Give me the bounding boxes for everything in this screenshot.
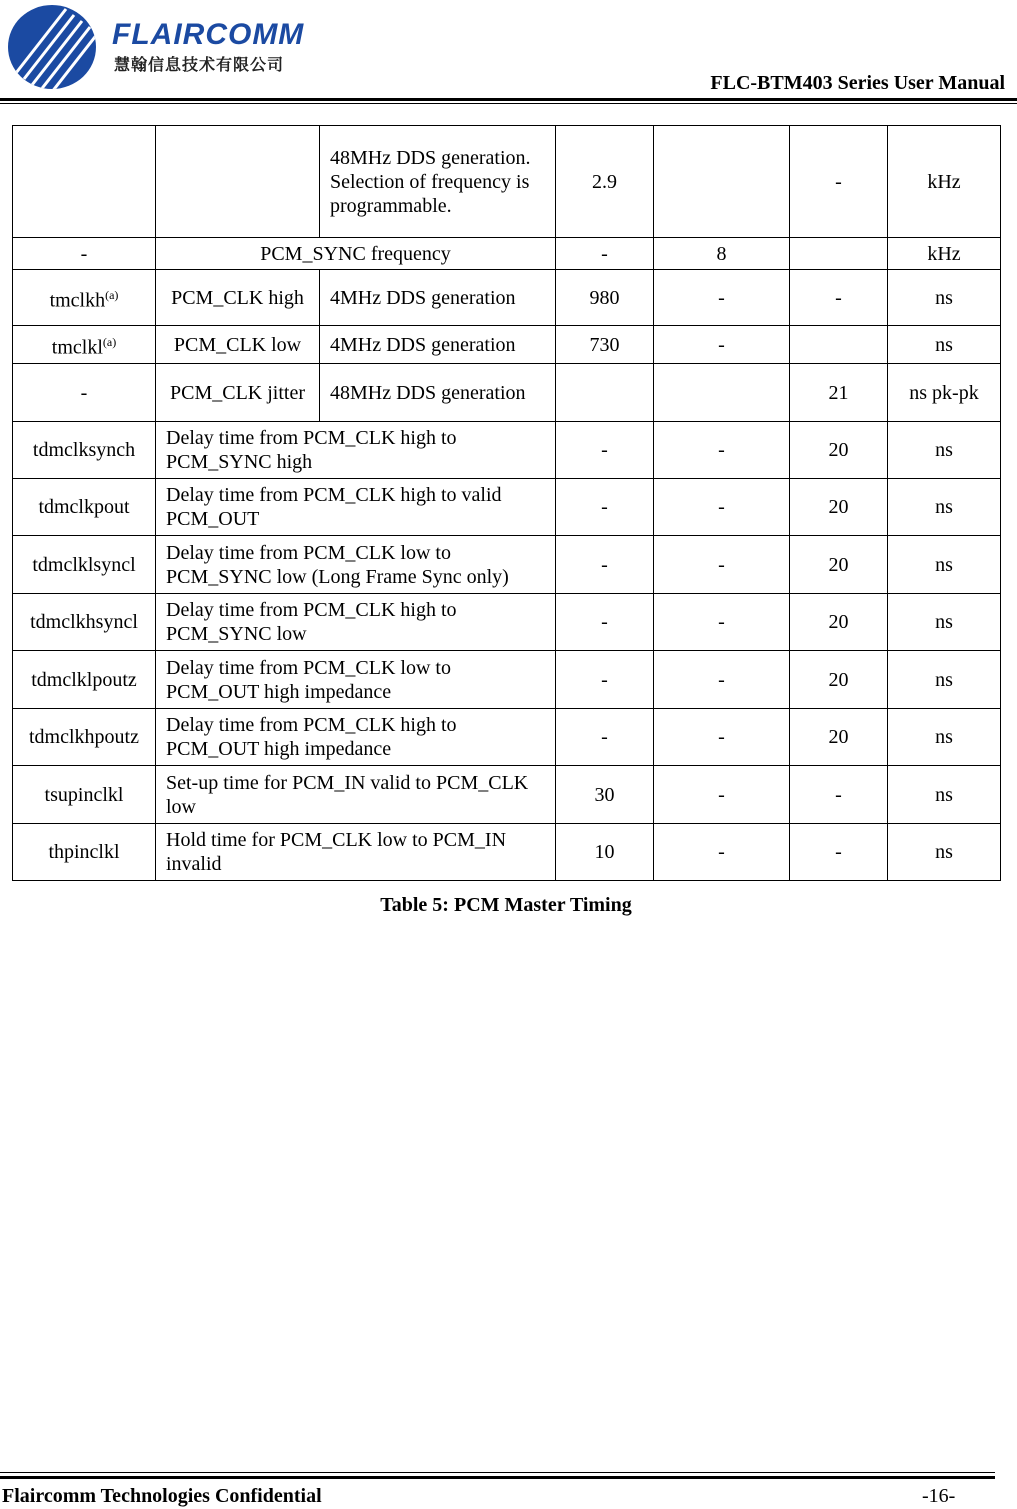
max-cell: - — [790, 766, 888, 824]
table-row — [13, 594, 1001, 651]
symbol-cell: tdmclkpout — [13, 479, 156, 536]
max-cell: 20 — [790, 651, 888, 709]
table-row — [13, 270, 1001, 326]
min-cell: - — [556, 536, 654, 594]
unit-cell: ns — [888, 536, 1001, 594]
unit-cell: kHz — [888, 126, 1001, 238]
unit-cell: ns — [888, 479, 1001, 536]
table-row — [13, 766, 1001, 824]
table-row — [13, 422, 1001, 479]
typ-cell: - — [654, 709, 790, 766]
min-cell: - — [556, 651, 654, 709]
footnote-marker: (a) — [102, 334, 117, 349]
table-caption: Table 5: PCM Master Timing — [380, 894, 632, 916]
brand-chinese-name: 慧翰信息技术有限公司 — [114, 55, 285, 74]
symbol-text: tmclkh — [49, 289, 106, 312]
min-cell: - — [556, 709, 654, 766]
typ-cell: - — [654, 479, 790, 536]
footer-rule-thin — [0, 1472, 995, 1473]
brand-name: FLAIRCOMM — [112, 18, 305, 51]
symbol-cell — [13, 270, 156, 326]
footnote-marker: (a) — [105, 287, 119, 302]
min-cell: - — [556, 594, 654, 651]
condition-cell: 48MHz DDS generation — [320, 364, 556, 422]
typ-cell: - — [654, 824, 790, 881]
max-cell: 20 — [790, 594, 888, 651]
parameter-cell: Delay time from PCM_CLK low to PCM_OUT high impedance — [156, 651, 556, 709]
min-cell: 730 — [556, 326, 654, 364]
min-cell: 30 — [556, 766, 654, 824]
typ-cell: - — [654, 536, 790, 594]
symbol-cell: thpinclkl — [13, 824, 156, 881]
parameter-cell — [156, 126, 320, 238]
parameter-cell: PCM_CLK jitter — [156, 364, 320, 422]
max-cell — [790, 326, 888, 364]
min-cell: - — [556, 238, 654, 270]
unit-cell: ns — [888, 326, 1001, 364]
table-row — [13, 709, 1001, 766]
document-title: FLC-BTM403 Series User Manual — [710, 72, 1005, 94]
unit-cell: ns — [888, 270, 1001, 326]
table-row — [13, 238, 1001, 270]
parameter-cell: PCM_CLK high — [156, 270, 320, 326]
max-cell: 20 — [790, 709, 888, 766]
unit-cell: ns — [888, 422, 1001, 479]
max-cell: 20 — [790, 536, 888, 594]
unit-cell: ns — [888, 709, 1001, 766]
table-row — [13, 824, 1001, 881]
typ-cell — [654, 364, 790, 422]
symbol-cell: tdmclkhpoutz — [13, 709, 156, 766]
min-cell: 980 — [556, 270, 654, 326]
table-row — [13, 651, 1001, 709]
unit-cell: ns — [888, 651, 1001, 709]
symbol-cell: tdmclkhsyncl — [13, 594, 156, 651]
header-rule-thin — [0, 103, 1017, 104]
page-header — [0, 0, 1017, 105]
symbol-cell — [13, 126, 156, 238]
typ-cell: - — [654, 270, 790, 326]
min-cell: - — [556, 422, 654, 479]
max-cell: - — [790, 824, 888, 881]
min-cell — [556, 364, 654, 422]
condition-cell: 4MHz DDS generation — [320, 270, 556, 326]
typ-cell: - — [654, 766, 790, 824]
symbol-cell: tsupinclkl — [13, 766, 156, 824]
typ-cell: 8 — [654, 238, 790, 270]
table-row — [13, 536, 1001, 594]
min-cell: 10 — [556, 824, 654, 881]
symbol-cell: - — [13, 364, 156, 422]
symbol-cell: tdmclksynch — [13, 422, 156, 479]
min-cell: - — [556, 479, 654, 536]
footer-rule-thick — [0, 1476, 995, 1479]
parameter-cell: PCM_SYNC frequency — [156, 238, 556, 270]
table-row — [13, 326, 1001, 364]
condition-cell: 4MHz DDS generation — [320, 326, 556, 364]
symbol-cell: - — [13, 238, 156, 270]
page-number: -16- — [922, 1485, 956, 1507]
table-row — [13, 364, 1001, 422]
max-cell — [790, 238, 888, 270]
table-row — [13, 479, 1001, 536]
parameter-cell: Delay time from PCM_CLK low to PCM_SYNC low (Long Frame Sync only) — [156, 536, 556, 594]
symbol-cell: tdmclklsyncl — [13, 536, 156, 594]
typ-cell: - — [654, 651, 790, 709]
max-cell: 20 — [790, 422, 888, 479]
min-cell: 2.9 — [556, 126, 654, 238]
parameter-cell: PCM_CLK low — [156, 326, 320, 364]
unit-cell: ns — [888, 766, 1001, 824]
typ-cell — [654, 126, 790, 238]
typ-cell: - — [654, 594, 790, 651]
unit-cell: ns — [888, 824, 1001, 881]
unit-cell: ns — [888, 594, 1001, 651]
max-cell: 21 — [790, 364, 888, 422]
max-cell: 20 — [790, 479, 888, 536]
parameter-cell: Delay time from PCM_CLK high to PCM_SYNC high — [156, 422, 556, 479]
max-cell: - — [790, 270, 888, 326]
typ-cell: - — [654, 422, 790, 479]
symbol-cell — [13, 326, 156, 364]
parameter-cell: Delay time from PCM_CLK high to PCM_OUT high impedance — [156, 709, 556, 766]
pcm-master-timing-table — [12, 125, 1001, 881]
symbol-text: tmclkl — [51, 336, 103, 359]
unit-cell: ns pk-pk — [888, 364, 1001, 422]
symbol-cell: tdmclklpoutz — [13, 651, 156, 709]
typ-cell: - — [654, 326, 790, 364]
footer-confidential: Flaircomm Technologies Confidential — [2, 1485, 322, 1507]
max-cell: - — [790, 126, 888, 238]
parameter-cell: Hold time for PCM_CLK low to PCM_IN invalid — [156, 824, 556, 881]
parameter-cell: Delay time from PCM_CLK high to PCM_SYNC low — [156, 594, 556, 651]
table-row — [13, 126, 1001, 238]
condition-cell: 48MHz DDS generation. Selection of frequency is programmable. — [320, 126, 556, 238]
unit-cell: kHz — [888, 238, 1001, 270]
header-rule-thick — [0, 98, 1017, 101]
flaircomm-logo-icon — [6, 3, 98, 91]
parameter-cell: Delay time from PCM_CLK high to valid PCM_OUT — [156, 479, 556, 536]
parameter-cell: Set-up time for PCM_IN valid to PCM_CLK low — [156, 766, 556, 824]
